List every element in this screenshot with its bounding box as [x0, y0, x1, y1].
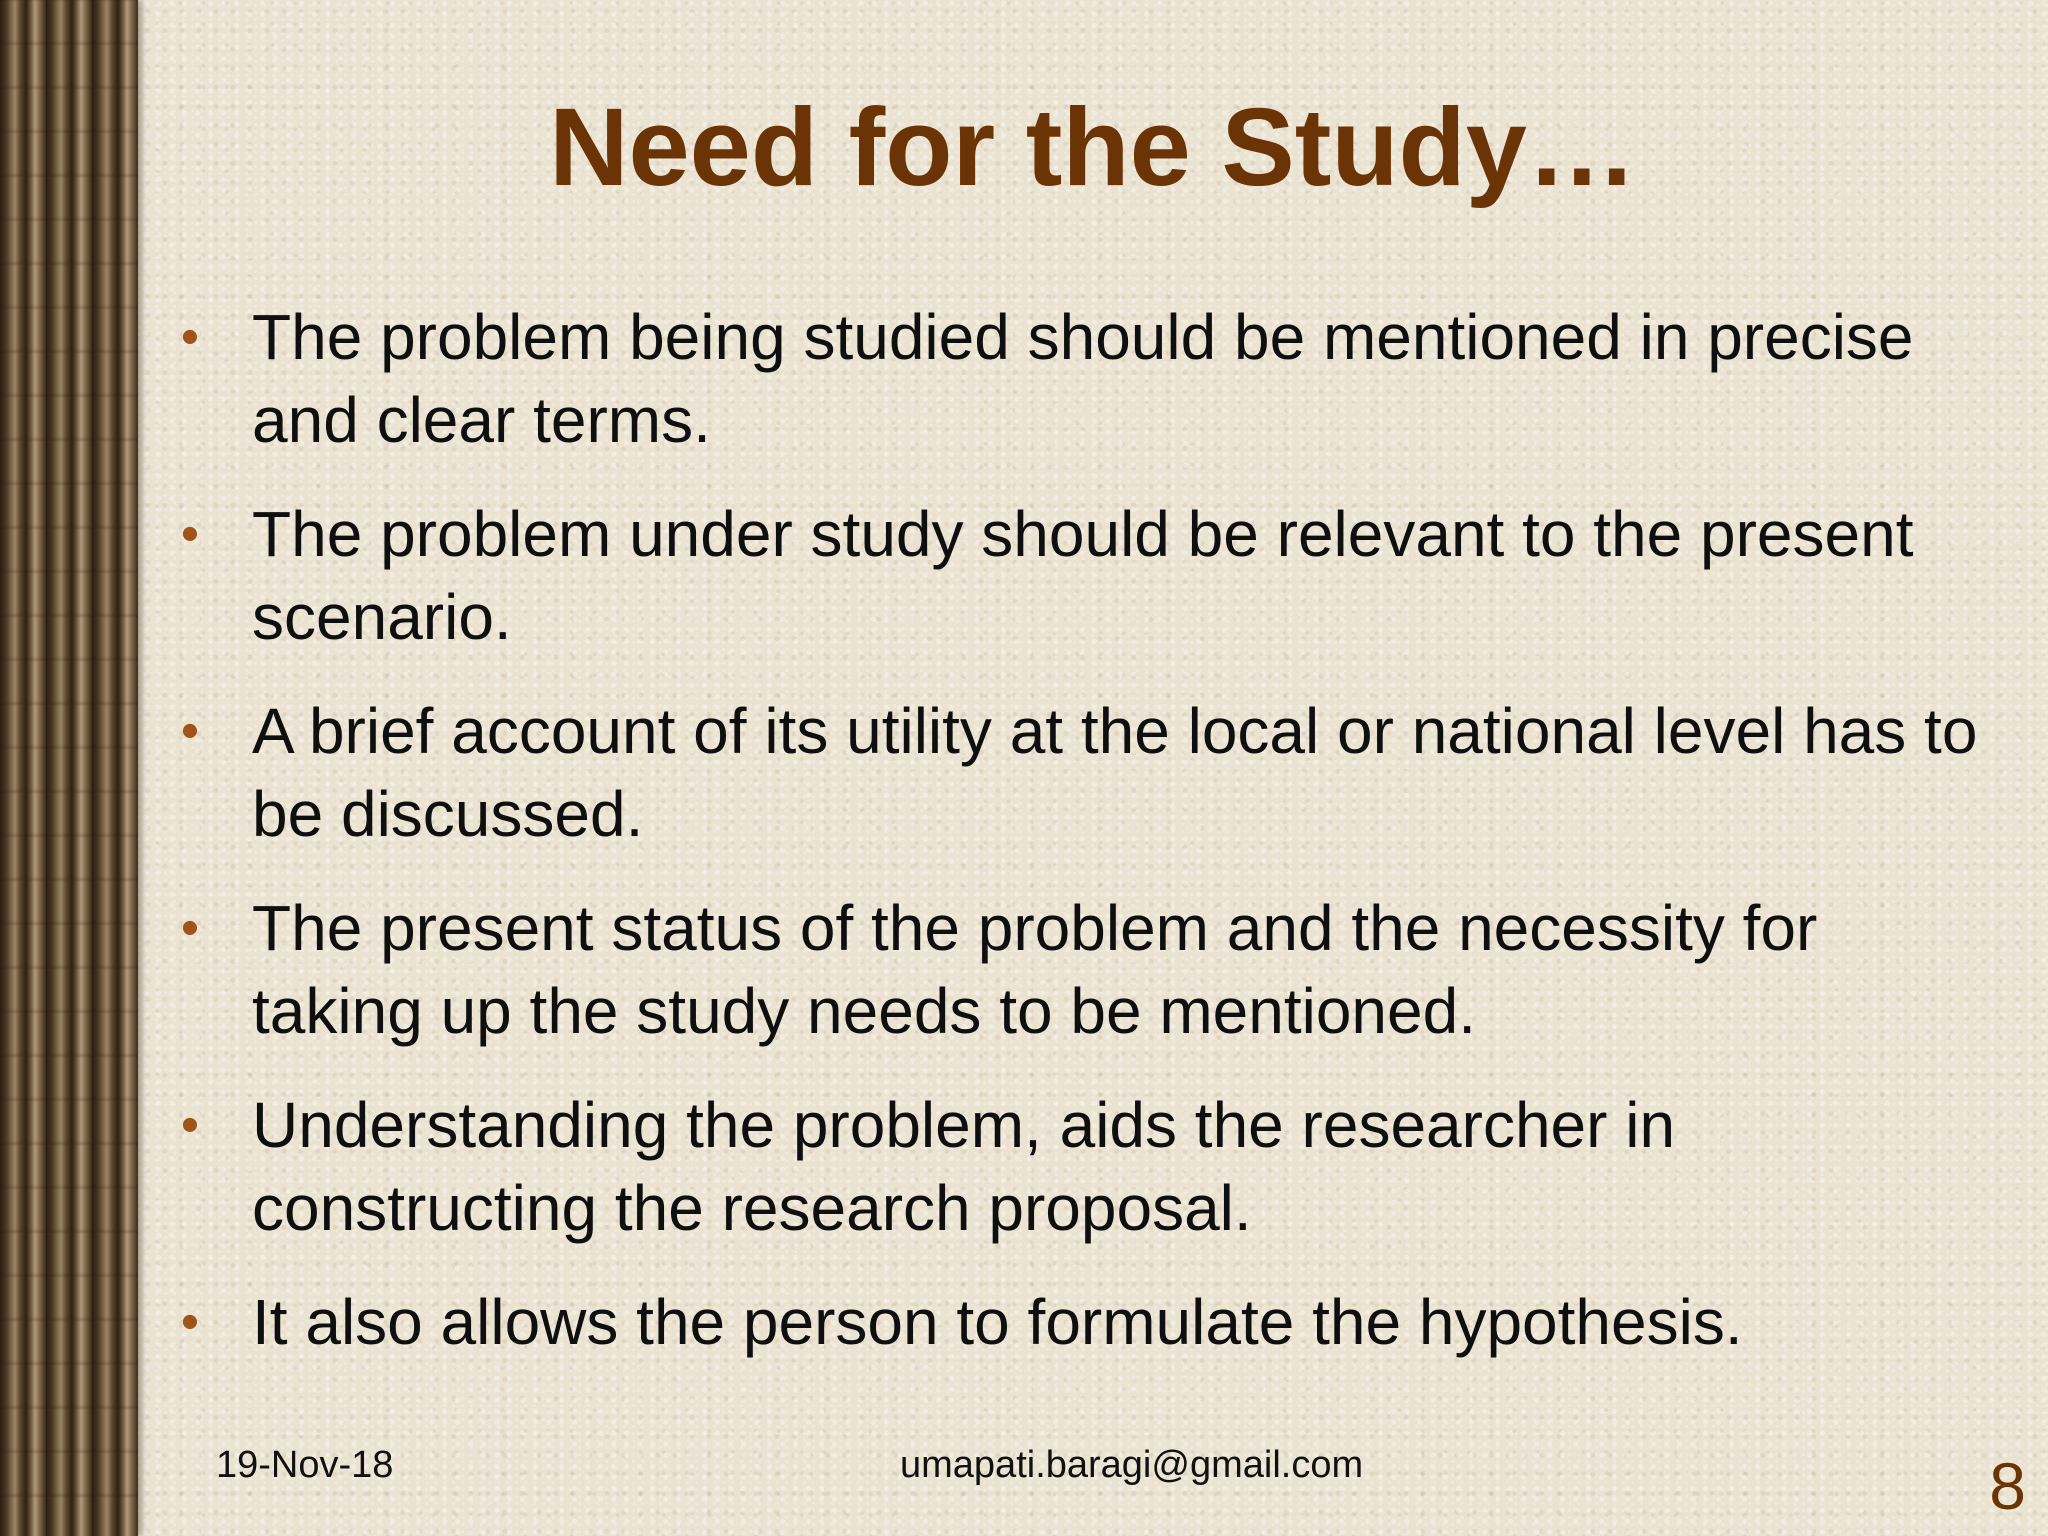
- bullet-dot-icon: •: [180, 1096, 200, 1154]
- bullet-text: The problem being studied should be mentioned in precise and clear terms.: [252, 301, 1914, 456]
- bullet-item: [170, 690, 2000, 856]
- bullet-item: [170, 1084, 2000, 1250]
- bullet-item: [170, 493, 2000, 659]
- bullet-dot-icon: •: [180, 308, 200, 366]
- bullet-item: [170, 887, 2000, 1053]
- wood-border-decoration: [0, 0, 138, 1536]
- slide-number: 8: [1989, 1449, 2026, 1523]
- slide-title: Need for the Study…: [549, 86, 1637, 209]
- bullet-dot-icon: •: [180, 1293, 200, 1351]
- bullet-text: The present status of the problem and the necessity for taking up the study needs to be mentioned.: [252, 892, 1818, 1047]
- bullet-item: [170, 296, 2000, 462]
- footer-email: umapati.baragi@gmail.com: [900, 1444, 1364, 1486]
- bullet-text: The problem under study should be relevant to the present scenario.: [252, 498, 1914, 653]
- bullet-text: Understanding the problem, aids the researcher in constructing the research proposal.: [252, 1089, 1676, 1244]
- bullet-dot-icon: •: [180, 702, 200, 760]
- bullet-text: It also allows the person to formulate the hypothesis.: [252, 1286, 1743, 1358]
- bullet-item: [170, 1281, 2000, 1364]
- bullet-dot-icon: •: [180, 505, 200, 563]
- bullet-text: A brief account of its utility at the local or national level has to be discussed.: [252, 695, 1978, 850]
- bullet-list: [170, 296, 2000, 1395]
- bullet-dot-icon: •: [180, 899, 200, 957]
- footer-date: 19-Nov-18: [216, 1444, 394, 1486]
